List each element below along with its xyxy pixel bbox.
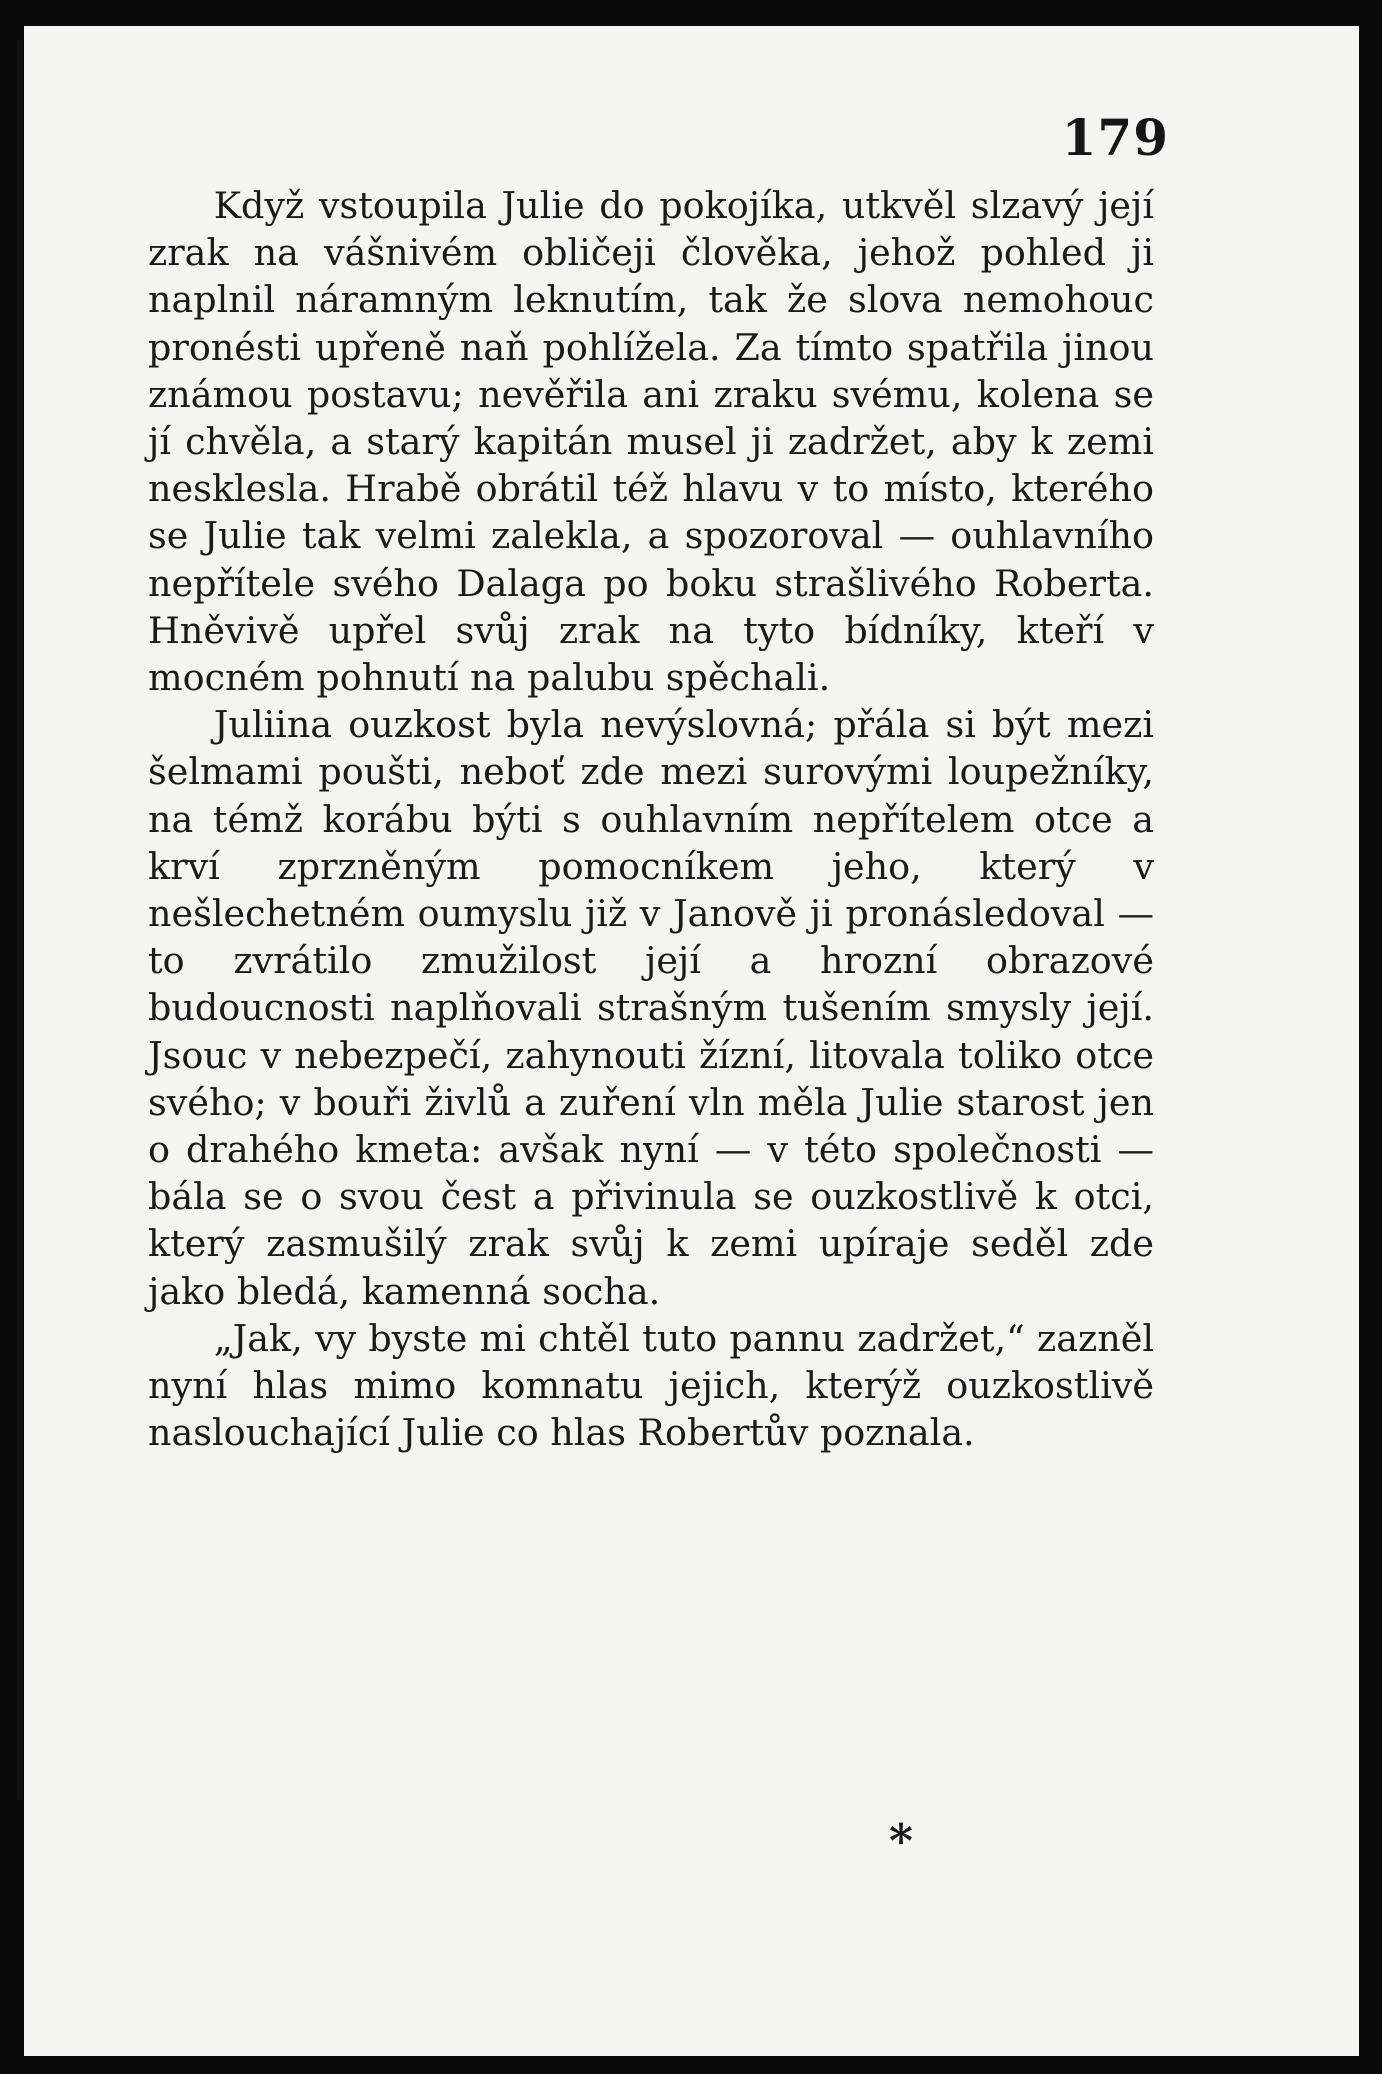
book-page (24, 26, 1359, 2056)
page-edge-shadow (17, 40, 22, 1800)
section-separator: * (889, 1814, 914, 1868)
body-text (148, 182, 1154, 1456)
paragraph-2: Juliina ouzkost byla nevýslovná; přála si být mezi šelmami poušti, neboť zde mezi surovými loupežníky, na témž korábu býti s ouhlavním nepřítelem otce a krví zprzněným pomocníkem jeho, který v nešlechetném oumyslu již v Janově ji pronásledoval — to zvrátilo zmužilost její a hrozní obrazové budoucnosti naplňovali strašným tušením smysly její. Jsouc v nebezpečí, zahynouti žízní, litovala toliko otce svého; v bouři živlů a zuření vln měla Julie starost jen o drahého kmeta: avšak nyní — v této společnosti — bála se o svou čest a přivinula se ouzkostlivě k otci, který zasmušilý zrak svůj k zemi upíraje seděl zde jako bledá, kamenná socha. (148, 703, 1154, 1313)
paragraph-3: „Jak, vy byste mi chtěl tuto pannu zadržet,“ zazněl nyní hlas mimo komnatu jejich, kterýž ouzkostlivě naslouchající Julie co hlas Robertův poznala. (148, 1316, 1154, 1455)
page-number: 179 (1061, 108, 1169, 167)
paragraph-1: Když vstoupila Julie do pokojíka, utkvěl slzavý její zrak na vášnivém obličeji člověka, jehož pohled ji naplnil náramným leknutím, tak že slova nemohouc pronésti upřeně naň pohlížela. Za tímto spatřila jinou známou postavu; nevěřila ani zraku svému, kolena se jí chvěla, a starý kapitán musel ji zadržet, aby k zemi neskleslа. Hrabě obrátil též hlavu v to místo, kterého se Julie tak velmi zalekla, a spozoroval — ouhlavního nepřítele svého Dalaga po boku strašlivého Roberta. Hněvivě upřel svůj zrak na tyto bídníky, kteří v mocném pohnutí na palubu spěchali. (148, 184, 1154, 700)
